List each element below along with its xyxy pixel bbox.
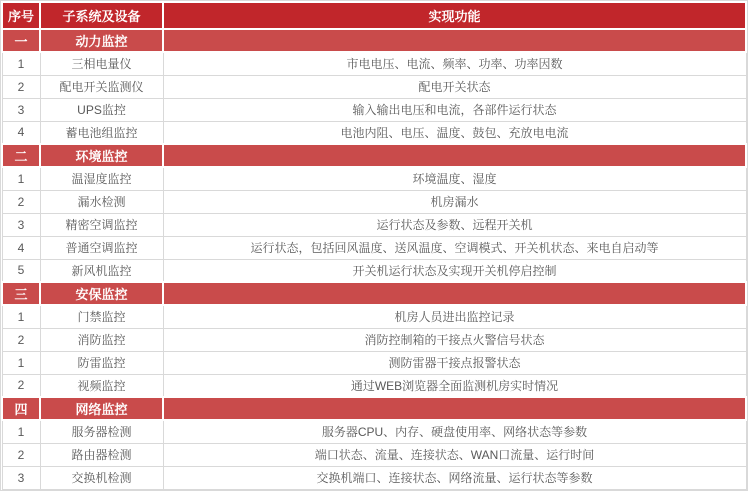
header-row bbox=[2, 2, 746, 29]
cell-no: 5 bbox=[2, 259, 40, 282]
cell-no: 3 bbox=[2, 98, 40, 121]
table-row bbox=[2, 443, 746, 466]
cell-function: 机房漏水 bbox=[163, 190, 746, 213]
cell-function: 市电电压、电流、频率、功率、功率因数 bbox=[163, 52, 746, 75]
cell-device: 消防监控 bbox=[40, 328, 163, 351]
section-title: 环境监控 bbox=[40, 144, 163, 167]
section-function-blank bbox=[163, 397, 746, 420]
cell-device: 蓄电池组监控 bbox=[40, 121, 163, 144]
cell-no: 4 bbox=[2, 236, 40, 259]
table-row bbox=[2, 328, 746, 351]
cell-function: 服务器CPU、内存、硬盘使用率、网络状态等参数 bbox=[163, 420, 746, 443]
section-title: 安保监控 bbox=[40, 282, 163, 305]
section-index: 三 bbox=[2, 282, 40, 305]
cell-function: 输入输出电压和电流，各部件运行状态 bbox=[163, 98, 746, 121]
section-function-blank bbox=[163, 282, 746, 305]
cell-function: 通过WEB浏览器全面监测机房实时情况 bbox=[163, 374, 746, 397]
cell-device: 普通空调监控 bbox=[40, 236, 163, 259]
cell-no: 3 bbox=[2, 213, 40, 236]
col-header-function: 实现功能 bbox=[163, 2, 746, 29]
table-row bbox=[2, 466, 746, 489]
cell-function: 配电开关状态 bbox=[163, 75, 746, 98]
cell-function: 端口状态、流量、连接状态、WAN口流量、运行时间 bbox=[163, 443, 746, 466]
cell-no: 2 bbox=[2, 190, 40, 213]
table-row bbox=[2, 167, 746, 190]
table-row bbox=[2, 351, 746, 374]
section-row bbox=[2, 144, 746, 167]
cell-function: 运行状态及参数、远程开关机 bbox=[163, 213, 746, 236]
col-header-subsystem: 子系统及设备 bbox=[40, 2, 163, 29]
cell-no: 2 bbox=[2, 75, 40, 98]
cell-device: 配电开关监测仪 bbox=[40, 75, 163, 98]
cell-no: 1 bbox=[2, 420, 40, 443]
section-title: 网络监控 bbox=[40, 397, 163, 420]
monitoring-function-table bbox=[1, 1, 747, 490]
cell-function: 电池内阻、电压、温度、鼓包、充放电电流 bbox=[163, 121, 746, 144]
cell-device: 门禁监控 bbox=[40, 305, 163, 328]
col-header-index: 序号 bbox=[2, 2, 40, 29]
cell-device: 视频监控 bbox=[40, 374, 163, 397]
cell-device: 防雷监控 bbox=[40, 351, 163, 374]
cell-function: 消防控制箱的干接点火警信号状态 bbox=[163, 328, 746, 351]
table-row bbox=[2, 121, 746, 144]
table-header bbox=[2, 2, 746, 29]
cell-device: 精密空调监控 bbox=[40, 213, 163, 236]
table-row bbox=[2, 420, 746, 443]
cell-no: 3 bbox=[2, 466, 40, 489]
section-row bbox=[2, 29, 746, 52]
section-index: 一 bbox=[2, 29, 40, 52]
cell-device: 路由器检测 bbox=[40, 443, 163, 466]
table-row bbox=[2, 305, 746, 328]
cell-function: 机房人员进出监控记录 bbox=[163, 305, 746, 328]
table-row bbox=[2, 52, 746, 75]
cell-no: 2 bbox=[2, 443, 40, 466]
cell-device: 服务器检测 bbox=[40, 420, 163, 443]
cell-no: 1 bbox=[2, 305, 40, 328]
cell-no: 1 bbox=[2, 167, 40, 190]
table-row bbox=[2, 75, 746, 98]
section-row bbox=[2, 397, 746, 420]
table-row bbox=[2, 190, 746, 213]
cell-device: 新风机监控 bbox=[40, 259, 163, 282]
cell-device: 三相电量仪 bbox=[40, 52, 163, 75]
section-index: 四 bbox=[2, 397, 40, 420]
cell-function: 开关机运行状态及实现开关机停启控制 bbox=[163, 259, 746, 282]
cell-no: 2 bbox=[2, 328, 40, 351]
cell-no: 4 bbox=[2, 121, 40, 144]
cell-device: 交换机检测 bbox=[40, 466, 163, 489]
table-body bbox=[2, 29, 746, 489]
section-title: 动力监控 bbox=[40, 29, 163, 52]
table-row bbox=[2, 98, 746, 121]
section-function-blank bbox=[163, 29, 746, 52]
section-row bbox=[2, 282, 746, 305]
table-row bbox=[2, 236, 746, 259]
cell-no: 2 bbox=[2, 374, 40, 397]
cell-function: 环境温度、湿度 bbox=[163, 167, 746, 190]
table-row bbox=[2, 213, 746, 236]
section-index: 二 bbox=[2, 144, 40, 167]
cell-function: 交换机端口、连接状态、网络流量、运行状态等参数 bbox=[163, 466, 746, 489]
cell-device: 漏水检测 bbox=[40, 190, 163, 213]
cell-function: 测防雷器干接点报警状态 bbox=[163, 351, 746, 374]
cell-no: 1 bbox=[2, 351, 40, 374]
table-row bbox=[2, 259, 746, 282]
cell-no: 1 bbox=[2, 52, 40, 75]
cell-function: 运行状态，包括回风温度、送风温度、空调模式、开关机状态、来电自启动等 bbox=[163, 236, 746, 259]
section-function-blank bbox=[163, 144, 746, 167]
cell-device: UPS监控 bbox=[40, 98, 163, 121]
table-row bbox=[2, 374, 746, 397]
cell-device: 温湿度监控 bbox=[40, 167, 163, 190]
